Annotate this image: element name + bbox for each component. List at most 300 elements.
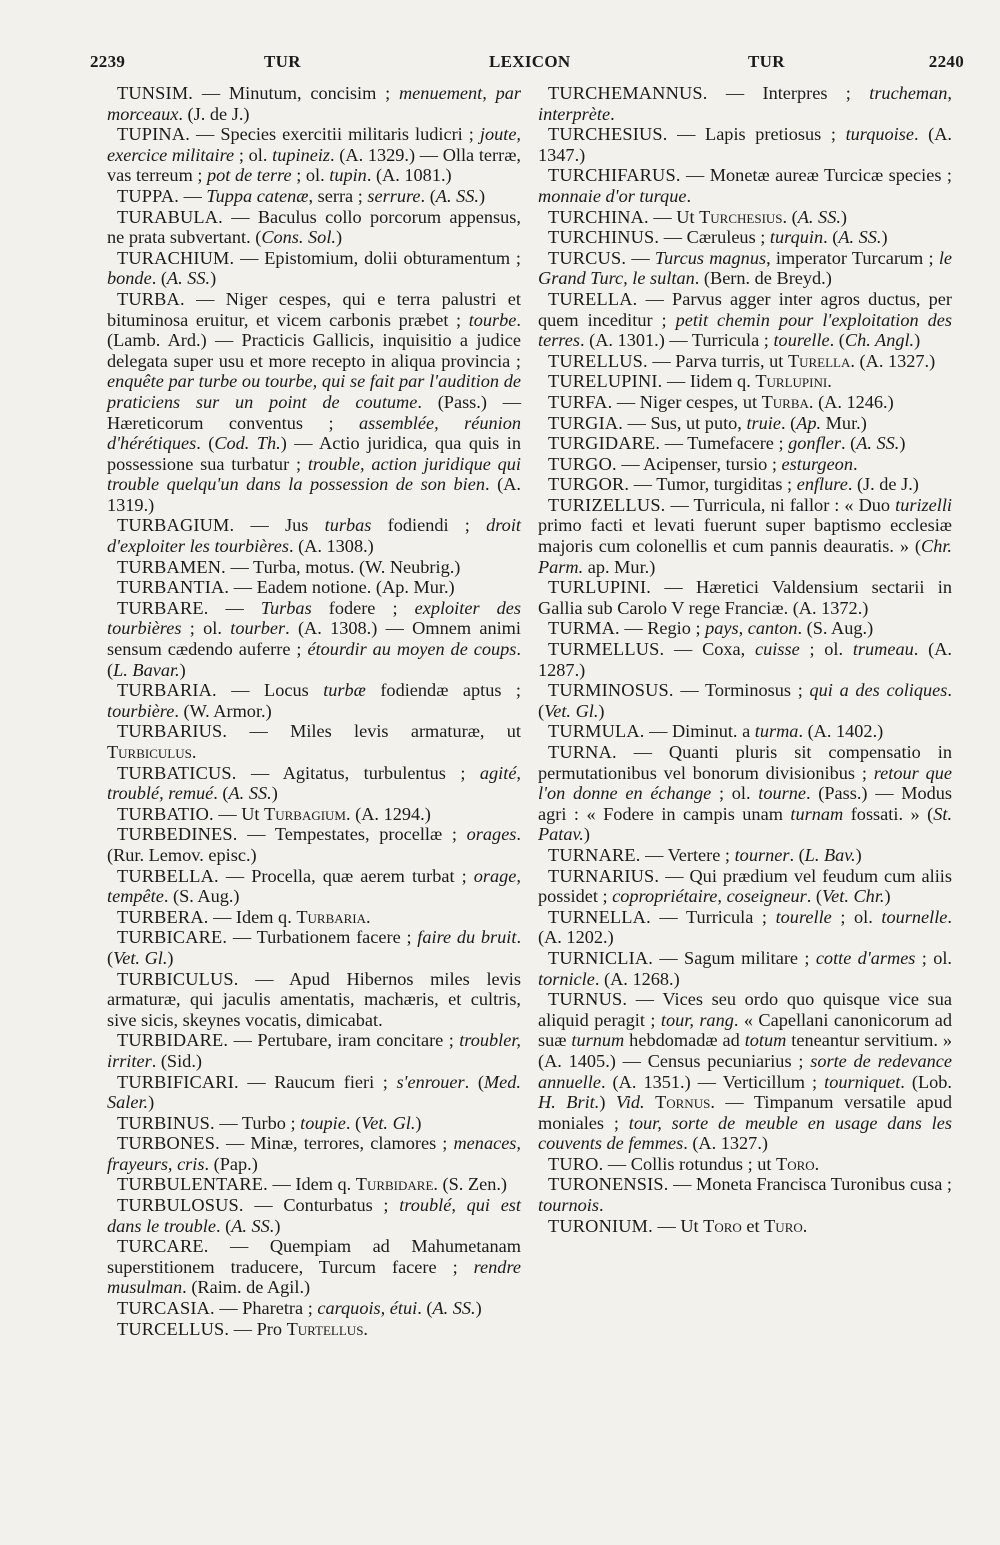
dictionary-entry [107, 763, 521, 804]
entry-text: — Minutum, concisim ; [193, 83, 399, 103]
dictionary-entry [538, 577, 952, 618]
entry-lemma: TURGOR. [548, 474, 630, 495]
entry-crossref: Turbiculus [107, 742, 192, 762]
entry-text: . (Pass.) — Modus agri : « Fodere in campis unam [538, 783, 952, 824]
dictionary-entry [107, 124, 521, 186]
entry-text: . [686, 185, 692, 206]
entry-crossref: Toro [703, 1215, 742, 1236]
dictionary-entry [538, 742, 952, 845]
entry-text: , serra ; [308, 185, 368, 206]
entry-text: — Niger cespes, qui e terra palustri et bituminosa eruitur, et vicem carbonis præbet ; [107, 288, 521, 330]
entry-lemma: TURBEDINES. [117, 824, 238, 845]
entry-lemma: TURONIUM. [548, 1215, 653, 1236]
entry-text: et [741, 1215, 765, 1236]
entry-text: — Tumor, turgiditas ; [629, 474, 797, 495]
entry-text: . — Timpanum versatile apud moniales ; [538, 1092, 952, 1133]
entry-lemma: TURLUPINI. [548, 577, 652, 598]
entry-lemma: TURNA. [548, 742, 617, 762]
entry-text: ; ol. [799, 639, 853, 660]
headword-right: TUR [748, 52, 785, 71]
dictionary-entry [107, 824, 521, 865]
entry-text: . (A. 1351.) — Verticillum ; [600, 1071, 825, 1092]
entry-text: — Moneta Francisca Turonibus cusa ; [668, 1174, 952, 1195]
entry-text: . [827, 371, 832, 392]
entry-text: — Agitatus, turbulentus ; [236, 762, 480, 783]
entry-text: ap. Mur.) [583, 556, 656, 577]
entry-text: . (Raim. de Agil.) [182, 1277, 311, 1298]
entry-gloss: Chr. Parm. [538, 536, 952, 577]
entry-text: . ( [829, 330, 845, 351]
dictionary-entry [107, 289, 521, 516]
dictionary-entry [107, 557, 521, 578]
entry-gloss: monnaie d'or turque [538, 185, 687, 206]
entry-text: , imperator Turcarum ; [766, 247, 939, 268]
entry-text: — Idem q. [267, 1174, 356, 1195]
entry-text: . [852, 453, 858, 474]
entry-lemma: TURCHEMANNUS. [548, 83, 708, 103]
dictionary-entry [107, 969, 521, 1031]
dictionary-entry [538, 907, 952, 948]
entry-lemma: TURBELLA. [117, 865, 219, 886]
entry-text: ) [335, 227, 343, 248]
dictionary-entry [538, 207, 952, 228]
entry-lemma: TUPINA. [117, 124, 190, 145]
entry-text: — Diminut. a [644, 721, 755, 742]
dictionary-entry [538, 227, 952, 248]
headword-left: TUR [264, 52, 301, 71]
entry-text: — Pertubare, iram concitare ; [228, 1030, 460, 1051]
dictionary-entry [538, 392, 952, 413]
entry-gloss: troublé, qui est dans le trouble [107, 1195, 522, 1236]
entry-gloss: A. SS. [435, 185, 479, 206]
dictionary-entry [538, 1174, 952, 1215]
dictionary-entry [107, 680, 521, 721]
entry-text: fodere ; [311, 597, 415, 618]
entry-text: . (Lob. [900, 1071, 952, 1092]
entry-text: ; ol. [291, 165, 330, 186]
dictionary-entry [107, 1319, 521, 1340]
dictionary-entry [538, 474, 952, 495]
entry-gloss: Cons. Sol. [261, 227, 336, 248]
entry-lemma: TURNUS. [548, 989, 628, 1010]
dictionary-entry [538, 989, 952, 1154]
dictionary-entry [538, 948, 952, 989]
entry-gloss: tourne [758, 783, 806, 804]
entry-text: . ( [216, 1215, 232, 1236]
entry-lemma: TURBAGIUM. [117, 515, 235, 536]
entry-crossref: Turbaria [296, 906, 367, 927]
entry-text: . (A. 1268.) [594, 968, 680, 989]
entry-gloss: qui a des coliques [809, 680, 948, 701]
entry-gloss: exploiter des tourbières [107, 597, 521, 639]
entry-gloss: le Grand Turc, le sultan [538, 247, 953, 289]
entry-gloss: trouble, action juridique qui trouble quelqu'un dans la possession de son bien [107, 453, 521, 495]
entry-text: . (W. Armor.) [174, 700, 272, 721]
dictionary-entry [107, 1133, 521, 1174]
entry-gloss: petit chemin pour l'exploitation des terres [538, 309, 952, 351]
entry-text: . (S. Zen.) [433, 1174, 508, 1195]
entry-gloss: Turbas [260, 597, 312, 618]
entry-text: — Eadem notione. (Ap. Mur.) [229, 577, 455, 598]
entry-gloss: turizelli [895, 494, 952, 515]
entry-gloss: turbas [324, 515, 372, 536]
entry-lemma: TURCHINUS. [548, 227, 660, 248]
entry-text: fodiendi ; [371, 515, 487, 536]
entry-text: . (Bern. de Breyd.) [694, 268, 832, 289]
entry-gloss: agité, troublé, remué [107, 762, 521, 804]
entry-lemma: TURBA. [117, 288, 185, 309]
entry-text: — Baculus collo porcorum appensus, ne prata subvertant. ( [107, 206, 521, 248]
entry-lemma: TURGO. [548, 453, 617, 474]
entry-gloss: turbæ [323, 680, 366, 701]
right-column [538, 83, 952, 1236]
entry-text: . ( [107, 927, 522, 968]
entry-lemma: TURMULA. [548, 721, 645, 742]
entry-lemma: TURBONES. [117, 1133, 220, 1154]
entry-text: — Hæretici Valdensium sectarii in Gallia sub Carolo V rege Franciæ. (A. 1372.) [538, 577, 952, 618]
entry-text: — Locus [216, 680, 324, 701]
entry-text: — Minæ, terrores, clamores ; [219, 1133, 454, 1154]
entry-text: . (Pap.) [204, 1153, 258, 1174]
entry-text: . (A. 1319.) [107, 474, 521, 515]
entry-text: . ( [840, 433, 857, 454]
entry-text: ) [210, 268, 217, 289]
entry-gloss: toupie [300, 1112, 346, 1133]
dictionary-entry [538, 454, 952, 475]
entry-gloss: A. SS. [432, 1298, 476, 1319]
entry-lemma: TURNARIUS. [548, 865, 660, 886]
entry-gloss: pays, canton [705, 618, 798, 639]
entry-text: . (S. Aug.) [797, 618, 874, 639]
entry-lemma: TURBULOSUS. [117, 1195, 244, 1216]
entry-crossref: Turlupini [755, 371, 828, 392]
entry-gloss: joute, exercice militaire [107, 124, 521, 165]
entry-lemma: TURBICULUS. [117, 968, 239, 989]
entry-gloss: Vet. Chr. [822, 886, 885, 907]
entry-gloss: rendre musulman [107, 1256, 521, 1298]
entry-lemma: TURBARE. [117, 597, 209, 618]
entry-crossref: Turchesius [699, 206, 783, 227]
entry-text: . [598, 1195, 604, 1216]
entry-lemma: TURCHINA. [548, 206, 649, 227]
entry-text: — Raucum fieri ; [238, 1071, 397, 1092]
dictionary-entry [107, 598, 521, 680]
entry-gloss: L. Bavar. [113, 659, 180, 680]
dictionary-entry [107, 1298, 521, 1319]
entry-text: — Turbo ; [214, 1112, 301, 1133]
entry-gloss: turnam [790, 803, 844, 824]
entry-lemma: TURBARIA. [117, 680, 217, 701]
entry-text: — Species exercitii militaris ludicri ; [190, 124, 480, 145]
entry-text: — Turbationem facere ; [227, 927, 418, 948]
entry-gloss: A. SS. [231, 1215, 275, 1236]
entry-text: . (Pass.) — Hæreticorum conventus ; [107, 391, 521, 433]
dictionary-entry [538, 680, 952, 721]
entry-text: — Pharetra ; [214, 1298, 318, 1319]
entry-text: — [208, 597, 261, 618]
dictionary-entry [107, 186, 521, 207]
entry-text: fodiendæ aptus ; [365, 680, 522, 701]
entry-text: ) [274, 1215, 281, 1236]
entry-text: — Turricula ; [650, 906, 776, 927]
dictionary-entry [538, 351, 952, 372]
page-number-right: 2240 [928, 52, 964, 71]
entry-text: ) [598, 700, 605, 721]
entry-lemma: TURBANTIA. [117, 577, 230, 598]
entry-lemma: TURBERA. [117, 906, 209, 927]
entry-text: — Parva turris, ut [647, 350, 788, 371]
entry-gloss: assemblée, réunion d'hérétiques [107, 412, 521, 454]
entry-gloss: étourdir au moyen de coups [307, 639, 517, 660]
entry-lemma: TURBATIO. [117, 803, 214, 824]
entry-lemma: TURABULA. [117, 206, 223, 227]
entry-text: ) [478, 185, 486, 206]
entry-lemma: TURBATICUS. [117, 762, 237, 783]
entry-text: . (A. 1246.) [808, 391, 894, 412]
entry-lemma: TURBULENTARE. [117, 1174, 268, 1195]
dictionary-entry [538, 618, 952, 639]
dictionary-entry [538, 1216, 952, 1237]
entry-lemma: TURBINUS. [117, 1112, 215, 1133]
entry-gloss: tourbe [468, 309, 517, 330]
entry-lemma: TURMINOSUS. [548, 680, 674, 701]
entry-text: — Jus [234, 515, 325, 536]
entry-gloss: menuement, par morceaux [107, 83, 521, 124]
entry-text: ) [583, 824, 590, 845]
entry-gloss: orages [466, 824, 517, 845]
entry-lemma: TURONENSIS. [548, 1174, 669, 1195]
entry-text: . (A. 1308.) [288, 536, 374, 557]
dictionary-entry [538, 83, 952, 124]
entry-text: . [191, 742, 197, 762]
entry-text: . (A. 1327.) [850, 350, 936, 371]
left-column [107, 83, 521, 1339]
entry-text: . ( [417, 1298, 433, 1319]
entry-text: teneantur servitium. » (A. 1405.) — Census pecuniarius ; [538, 1030, 952, 1071]
entry-gloss: cotte d'armes [815, 947, 916, 968]
entry-text: hebdomadæ ad [624, 1030, 745, 1051]
entry-gloss: truie [746, 412, 781, 433]
dictionary-entry [538, 124, 952, 165]
entry-text [645, 1092, 656, 1112]
dictionary-entry [107, 1195, 521, 1236]
entry-gloss: tournelle [881, 906, 948, 927]
entry-gloss: turquin [769, 227, 824, 248]
entry-lemma: TURELLA. [548, 288, 638, 309]
dictionary-entry [538, 845, 952, 866]
entry-text: . ( [789, 844, 805, 865]
entry-gloss: Vet. Gl. [361, 1112, 416, 1133]
entry-gloss: carquois, étui [317, 1298, 418, 1319]
entry-lemma: TURMA. [548, 618, 620, 639]
entry-gloss: droit d'exploiter les tourbières [107, 515, 521, 557]
dictionary-entry [107, 804, 521, 825]
entry-text: . (S. Aug.) [163, 886, 240, 907]
entry-lemma: TURNELLA. [548, 906, 651, 927]
entry-gloss: sorte de redevance annuelle [538, 1050, 953, 1092]
dictionary-entry [538, 1154, 952, 1175]
dictionary-entry [538, 866, 952, 907]
entry-crossref: Turo [764, 1215, 803, 1236]
dictionary-entry [538, 165, 952, 206]
entry-text: ; ol. [831, 906, 882, 927]
entry-text: ) [599, 1092, 616, 1113]
entry-text: — Pro [229, 1318, 287, 1339]
dictionary-entry [107, 866, 521, 907]
entry-text: . ( [107, 639, 521, 680]
entry-text: — Collis rotundus ; ut [603, 1153, 777, 1174]
entry-text: — [626, 247, 655, 268]
entry-gloss: trumeau [852, 639, 914, 660]
dictionary-entry [538, 433, 952, 454]
entry-text: — Interpres ; [707, 83, 870, 103]
entry-gloss: Turcus magnus [654, 247, 767, 268]
entry-text: ; ol. [711, 783, 759, 804]
entry-text: ) [271, 783, 278, 804]
entry-lemma: TURCUS. [548, 247, 627, 268]
entry-gloss: bonde [107, 268, 152, 289]
dictionary-entry [538, 371, 952, 392]
entry-text: . [802, 1215, 808, 1236]
entry-lemma: TURCELLUS. [117, 1318, 230, 1339]
entry-text: — Acipenser, tursio ; [616, 453, 782, 474]
entry-text: — Lapis pretiosus ; [667, 124, 846, 145]
entry-text: — Torminosus ; [673, 680, 810, 701]
entry-lemma: TURBICARE. [117, 927, 228, 948]
entry-gloss: troubler, irriter [107, 1030, 521, 1071]
entry-text: primo facti et levati fuerunt super baptismo ecclesiæ majoris cum colonellis et cum pannis deauratis. » ( [538, 515, 952, 557]
dictionary-entry [107, 1030, 521, 1071]
entry-gloss: A. SS. [838, 227, 882, 248]
entry-text: ) [148, 1092, 155, 1113]
entry-lemma: TUNSIM. [117, 83, 194, 103]
entry-gloss: tourbière [107, 700, 175, 721]
entry-text: ) [840, 206, 848, 227]
entry-lemma: TURELLUS. [548, 350, 648, 371]
entry-lemma: TURMELLUS. [548, 639, 665, 660]
entry-text: ) [914, 330, 921, 351]
entry-text: . ( [823, 227, 839, 248]
entry-gloss: trucheman, interprète [538, 83, 952, 124]
entry-lemma: TURBIFICARI. [117, 1071, 239, 1092]
entry-gloss: St. Patav. [538, 803, 953, 845]
entry-crossref: Turbidare [355, 1174, 434, 1195]
entry-crossref: Turella [787, 350, 851, 371]
entry-gloss: A. SS. [166, 268, 211, 289]
dictionary-entry [538, 495, 952, 577]
entry-text: — Tumefacere ; [660, 433, 789, 454]
entry-text: ; ol. [234, 144, 273, 165]
entry-text: . (A. 1329.) — Olla terræ, vas terreum ; [107, 144, 521, 186]
entry-text: . (A. 1402.) [798, 721, 884, 742]
dictionary-entry [107, 721, 521, 762]
entry-gloss: L. Bav. [804, 844, 856, 865]
entry-gloss: Med. Saler. [107, 1071, 521, 1113]
entry-lemma: TUPPA. [117, 185, 179, 206]
entry-lemma: TURACHIUM. [117, 247, 235, 268]
entry-text: — Sagum militare ; [653, 947, 816, 968]
entry-gloss: tour, rang [660, 1009, 734, 1030]
entry-text: . [366, 906, 371, 927]
entry-text: . ( [780, 412, 797, 433]
entry-gloss: Vet. Gl. [113, 947, 168, 968]
entry-text: . ( [538, 680, 952, 721]
entry-text: ) [899, 433, 906, 454]
entry-gloss: orage, tempête [107, 865, 521, 907]
dictionary-entry [107, 248, 521, 289]
entry-gloss: tourelle [773, 330, 830, 351]
dictionary-entry [107, 907, 521, 928]
entry-gloss: enquête par turbe ou tourbe, qui se fait par l'audition de praticiens sur un point de coutume [107, 371, 521, 412]
entry-text: — Tempestates, procellæ ; [237, 824, 467, 845]
entry-text: . (A. 1202.) [538, 906, 952, 948]
entry-text: . (A. 1347.) [538, 124, 952, 165]
entry-text: . (Sid.) [151, 1050, 202, 1071]
entry-gloss: cuisse [755, 639, 800, 660]
entry-lemma: TURBIDARE. [117, 1030, 229, 1051]
entry-text: . [363, 1318, 368, 1339]
entry-gloss: H. Brit. [538, 1092, 600, 1113]
running-header [84, 52, 964, 78]
dictionary-entry [107, 83, 521, 124]
entry-text: — Apud Hibernos miles levis armaturæ, qui jaculis amentatis, machæris, et cultris, sive sicis, skeynes vocatis, dimicabat. [107, 968, 521, 1030]
entry-text: ; ol. [181, 618, 231, 639]
entry-text: . « Capellani canonicorum ad suæ [538, 1009, 952, 1051]
entry-text: . ( [345, 1112, 362, 1133]
entry-text: . ( [151, 268, 167, 289]
entry-gloss: tour, sorte de meuble en usage dans les couvents de femmes [538, 1112, 952, 1154]
entry-text: — Vices seu ordo quo quisque vice sua aliquid peragit ; [538, 989, 952, 1030]
entry-lemma: TURCHESIUS. [548, 124, 668, 145]
entry-text: ) [179, 659, 186, 680]
entry-text: — Miles levis armaturæ, ut [227, 721, 521, 742]
entry-text: . ( [213, 783, 229, 804]
entry-text: . (A. 1308.) — Omnem animi sensum cædendo auferre ; [107, 618, 521, 660]
dictionary-entry [538, 413, 952, 434]
entry-text: . (A. 1294.) [346, 803, 431, 824]
entry-gloss: tourner [734, 844, 790, 865]
entry-text: — Iidem q. [662, 371, 756, 392]
entry-text: — Monetæ aureæ Turcicæ species ; [680, 165, 952, 186]
entry-text: — Turba, motus. (W. Neubrig.) [225, 556, 461, 577]
entry-lemma: TURNARE. [548, 844, 641, 865]
entry-lemma: TURBARIUS. [117, 721, 228, 742]
dictionary-entry [538, 289, 952, 351]
entry-gloss: turnum [571, 1030, 625, 1051]
page-number-left: 2239 [90, 52, 126, 71]
entry-gloss: serrure [367, 185, 421, 206]
entry-gloss: s'enrouer [396, 1071, 465, 1092]
entry-lemma: TURCHIFARUS. [548, 165, 681, 186]
entry-gloss: pot de terre [207, 165, 292, 186]
dictionary-entry [538, 721, 952, 742]
entry-text: . (J. de J.) [178, 103, 250, 124]
dictionary-entry [107, 1174, 521, 1195]
entry-text: fossati. » ( [843, 803, 934, 824]
entry-lemma: TURNICLIA. [548, 947, 654, 968]
entry-text: — Regio ; [619, 618, 706, 639]
entry-text: ; ol. [915, 947, 952, 968]
entry-text: . (A. 1301.) — Turricula ; [579, 330, 774, 351]
dictionary-entry [107, 1113, 521, 1134]
entry-text: . (A. 1287.) [538, 639, 952, 680]
entry-gloss: tourber [230, 618, 286, 639]
entry-text: . ( [196, 433, 215, 454]
entry-text: ) [884, 886, 891, 907]
dictionary-entry [538, 248, 952, 289]
entry-text: — Procella, quæ aerem turbat ; [218, 865, 474, 886]
entry-text: . (A. 1327.) [683, 1133, 768, 1154]
